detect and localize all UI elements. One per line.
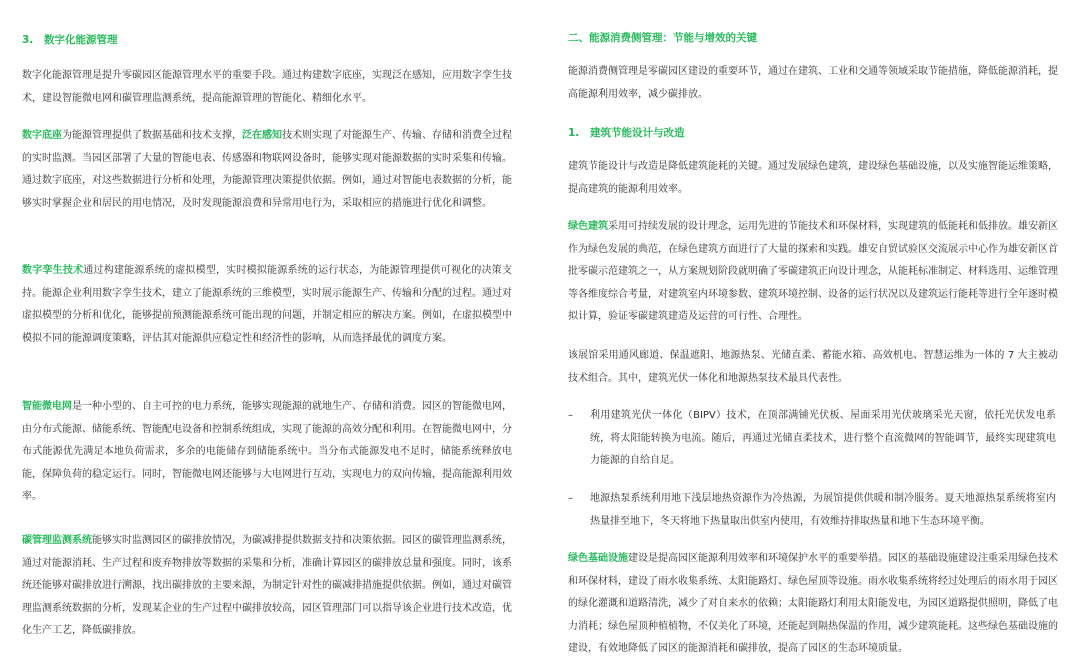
keyword: 绿色建筑 bbox=[568, 221, 608, 232]
section-title: 数字化能源管理 bbox=[44, 34, 118, 46]
paragraph-text: 采用可持续发展的设计理念，运用先进的节能技术和环保材料，实现建筑的低能耗和低排放。雄安新区作为绿色发展的典范，在绿色建筑方面进行了大量的探索和实践。雄安自贸试验区交流展示中心作为雄安新区首批零碳示范建筑之一，从方案规划阶段就明确了零碳建筑正向设计理念，从能耗标准制定、材料选用、运维管理等各维度综合考量，对建筑室内环境参数、建筑环境控制、设备的运行状况以及建筑运行能耗等进行全年逐时模拟计算，验证零碳建筑建造及运营的可行性、合理性。 bbox=[568, 221, 1058, 322]
keyword: 数字底座 bbox=[22, 130, 62, 141]
list-bullet: – bbox=[568, 493, 573, 504]
intro-paragraph: 数字化能源管理是提升零碳园区能源管理水平的重要手段。通过构建数字底座，实现泛在感知，应用数字孪生技术，建设智能微电网和碳管理监测系统，提高能源管理的智能化、精细化水平。 bbox=[22, 70, 512, 104]
keyword: 绿色基础设施 bbox=[568, 553, 628, 564]
building-design-paragraph: 建筑节能设计与改造是降低建筑能耗的关键。通过发展绿色建筑，建设绿色基础设施，以及实施智能运维策略，提高建筑的能源利用效率。 bbox=[568, 161, 1058, 195]
intro-paragraph: 能源消费侧管理是零碳园区建设的重要环节，通过在建筑、工业和交通等领域采取节能措施，降低能源消耗，提高能源利用效率，减少碳排放。 bbox=[568, 66, 1058, 100]
digital-twin-paragraph bbox=[22, 260, 512, 350]
list-item-text: 地源热泵系统利用地下浅层地热资源作为冷热源，为展馆提供供暖和制冷服务。夏天地源热泵系统将室内热量排至地下，冬天将地下热量取出供室内使用，有效维持排取热量和地下生态环境平衡。 bbox=[590, 493, 1056, 527]
smart-microgrid-paragraph bbox=[22, 396, 512, 509]
paragraph-text: 能够实时监测园区的碳排放情况，为碳减排提供数据支持和决策依据。园区的碳管理监测系统，通过对能源消耗、生产过程和废弃物排放等数据的采集和分析，准确计算园区的碳排放总量和强度。同时，该系统还能够对碳排放进行溯源，找出碳排放的主要来源，为制定针对性的碳减排措施提供依据。例如，通过对碳管理监测系统数据的分析，发现某企业的生产过程中碳排放较高，园区管理部门可以指导该企业进行技术改造，优化生产工艺，降低碳排放。 bbox=[22, 535, 512, 636]
chapter-number: 二、 bbox=[568, 32, 589, 44]
paragraph-text: 是一种小型的、自主可控的电力系统，能够实现能源的就地生产、存储和消费。园区的智能微电网，由分布式能源、储能系统、智能配电设备和控制系统组成，实现了能源的高效分配和利用。在智能微电网中，分布式能源优先满足本地负荷需求，多余的电能储存到储能系统中。当分布式能源发电不足时，储能系统释放电能，保障负荷的稳定运行。同时，智能微电网还能够与大电网进行互动，实现电力的双向传输，提高能源利用效率。 bbox=[22, 401, 512, 502]
carbon-monitoring-paragraph bbox=[22, 530, 512, 643]
section-heading bbox=[22, 35, 118, 46]
keyword: 智能微电网 bbox=[22, 401, 72, 412]
section-heading bbox=[568, 128, 685, 139]
chapter-title: 能源消费侧管理：节能与增效的关键 bbox=[589, 32, 757, 44]
paragraph-text: 建设是提高园区能源利用效率和环境保护水平的重要举措。园区的基础设施建设注重采用绿色技术和环保材料，建设了雨水收集系统、太阳能路灯、绿色屋顶等设施。雨水收集系统将经过处理后的雨水用于园区的绿化灌溉和道路清洗，减少了对自来水的依赖；太阳能路灯利用太阳能发电，为园区道路提供照明，降低了电力消耗；绿色屋顶种植植物，不仅美化了环境，还能起到隔热保温的作用，减少建筑能耗。这些绿色基础设施的建设，有效地降低了园区的能源消耗和碳排放，提高了园区的生态环境质量。 bbox=[568, 553, 1058, 654]
keyword: 泛在感知 bbox=[242, 130, 282, 141]
section-number: 3. bbox=[22, 34, 34, 46]
keyword: 数字孪生技术 bbox=[22, 265, 84, 276]
section-title: 建筑节能设计与改造 bbox=[590, 127, 685, 139]
technology-paragraph: 该展馆采用通风廊道、保温遮阳、地源热泵、光储直柔、蓄能水箱、高效机电、智慧运维为一体的 7 大主被动技术组合。其中，建筑光伏一体化和地源热泵技术最具代表性。 bbox=[568, 350, 1058, 384]
green-building-paragraph bbox=[568, 216, 1058, 329]
paragraph-text: 为能源管理提供了数据基础和技术支撑， bbox=[62, 130, 242, 141]
list-item-text: 利用建筑光伏一体化（BIPV）技术，在顶部满铺光伏板、屋面采用光伏玻璃采光天窗，依托光伏发电系统，将太阳能转换为电流。随后，再通过光储直柔技术，进行整个直流微网的智能调节，最终实现建筑电力能源的自给自足。 bbox=[590, 410, 1056, 466]
paragraph-text: 通过构建能源系统的虚拟模型，实时模拟能源系统的运行状态，为能源管理提供可视化的决策支持。能源企业利用数字孪生技术，建立了能源系统的三维模型，实时展示能源生产、传输和分配的过程。通过对虚拟模型的分析和优化，能够提前预测能源系统可能出现的问题，并制定相应的解决方案。例如，在虚拟模型中模拟不同的能源调度策略，评估其对能源供应稳定性和经济性的影响，从而选择最优的调度方案。 bbox=[22, 265, 513, 344]
chapter-heading bbox=[568, 33, 757, 44]
digital-foundation-paragraph bbox=[22, 125, 512, 215]
keyword: 碳管理监测系统 bbox=[22, 535, 92, 546]
green-infrastructure-paragraph bbox=[568, 548, 1058, 661]
section-number: 1. bbox=[568, 127, 580, 139]
paragraph-text: 技术则实现了对能源生产、传输、存储和消费全过程的实时监测。当园区部署了大量的智能电表、传感器和物联网设备时，能够实现对能源数据的实时采集和传输。通过数字底座，对这些数据进行分析和处理，为能源管理决策提供依据。例如，通过对智能电表数据的分析，能够实时掌握企业和居民的用电情况，及时发现能源浪费和异常用电行为，采取相应的措施进行优化和调整。 bbox=[22, 130, 512, 209]
list-bullet: – bbox=[568, 410, 573, 421]
